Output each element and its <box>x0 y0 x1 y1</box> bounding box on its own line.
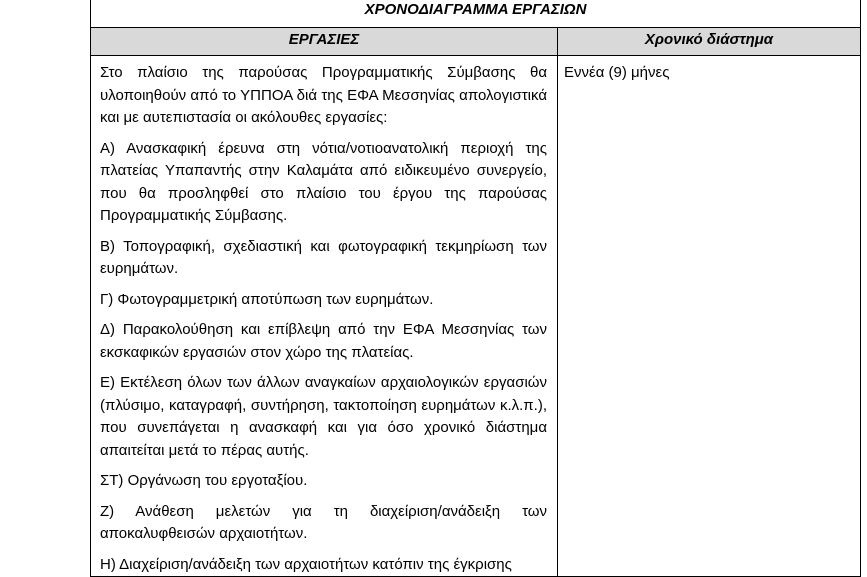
task-e: Ε) Εκτέλεση όλων των άλλων αναγκαίων αρχαιολογικών εργασιών (πλύσιμο, καταγραφή, συντήρηση, τακτοποίηση ευρημάτων κ.λ.π.), που συνεπάγεται η ανασκαφή και για όσο χρονικό διάστημα απαιτείται μετά το πέρας αυτής. <box>100 374 547 459</box>
task-b: Β) Τοπογραφική, σχεδιαστική και φωτογραφική τεκμηρίωση των ευρημάτων. <box>100 237 547 277</box>
period-value: Εννέα (9) μήνες <box>564 64 670 81</box>
schedule-table <box>90 0 861 577</box>
task-z: Ζ) Ανάθεση μελετών για τη διαχείριση/ανάδειξη των αποκαλυφθεισών αρχαιοτήτων. <box>100 502 547 542</box>
column-header-period: Χρονικό διάστημα <box>558 28 861 56</box>
title-row <box>91 0 861 28</box>
task-intro: Στο πλαίσιο της παρούσας Προγραμματικής Σύμβασης θα υλοποιηθούν από το ΥΠΠΟΑ διά της ΕΦΑ Μεσσηνίας απολογιστικά και με αυτεπιστασία οι ακόλουθες εργασίες: <box>100 64 547 126</box>
task-a: Α) Ανασκαφική έρευνα στη νότια/νοτιοανατολική περιοχή της πλατείας Υπαπαντής στην Καλαμάτα από ειδικευμένο συνεργείο, που θα προσληφθεί στο πλαίσιο του έργου της παρούσας Προγραμματικής Σύμβασης. <box>100 139 547 224</box>
tasks-cell <box>91 56 558 577</box>
task-h: Η) Διαχείριση/ανάδειξη των αρχαιοτήτων κατόπιν της έγκρισης <box>100 555 512 573</box>
task-c: Γ) Φωτογραμμετρική αποτύπωση των ευρημάτων. <box>100 290 434 308</box>
table-title: ΧΡΟΝΟΔΙΑΓΡΑΜΜΑ ΕΡΓΑΣΙΩΝ <box>91 0 861 28</box>
column-header-tasks: ΕΡΓΑΣΙΕΣ <box>91 28 558 56</box>
task-st: ΣΤ) Οργάνωση του εργοταξίου. <box>100 472 308 489</box>
content-row <box>91 56 861 577</box>
task-d: Δ) Παρακολούθηση και επίβλεψη από την ΕΦΑ Μεσσηνίας των εκσκαφικών εργασιών στον χώρο της πλατείας. <box>100 321 547 361</box>
period-cell <box>558 56 861 577</box>
header-row <box>91 28 861 56</box>
